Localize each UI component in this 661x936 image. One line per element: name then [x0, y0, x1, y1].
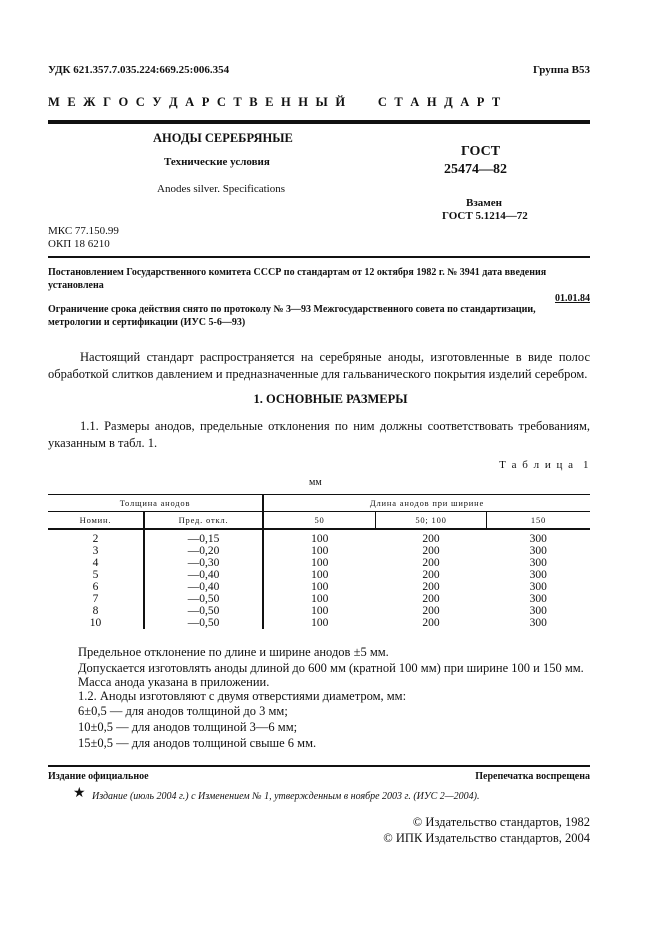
note-line: Предельное отклонение по длине и ширине анодов ±5 мм.: [78, 645, 389, 659]
table-row: [48, 593, 590, 605]
note-line: 1.2. Аноды изготовляют с двумя отверстиями диаметром, мм:: [78, 689, 407, 703]
unit-label: мм: [309, 477, 322, 488]
table-row: [48, 569, 590, 581]
table-cell: 200: [422, 569, 440, 581]
table-row: [48, 529, 590, 545]
udk-code: УДК 621.357.7.035.224:669.25:006.354: [48, 64, 230, 76]
decree-line: установлена: [48, 280, 104, 291]
table-cell: —0,20: [144, 545, 263, 557]
table-row: [48, 581, 590, 593]
clause-1-1: 1.1. Размеры анодов, предельные отклонения по ним должны соответствовать требованиям, указанным в табл. 1.: [48, 419, 590, 450]
note-line: Масса анода указана в приложении.: [78, 675, 270, 689]
table-cell: 100: [311, 533, 329, 545]
table-cell: —0,50: [144, 593, 263, 605]
star-icon: ★: [73, 786, 86, 801]
divider: [48, 256, 590, 258]
replaces-label: Взамен: [466, 197, 502, 209]
divider: [48, 120, 590, 124]
table-cell: —0,15: [144, 529, 263, 545]
table-cell: 300: [529, 545, 547, 557]
table-row: [48, 617, 590, 629]
note-line: 10±0,5 — для анодов толщиной 3—6 мм;: [78, 720, 298, 734]
table-cell: 200: [422, 581, 440, 593]
table-cell: 300: [529, 557, 547, 569]
dimensions-table: [48, 494, 590, 629]
table-cell: 200: [422, 545, 440, 557]
table-cell: 6: [48, 581, 144, 593]
column-header: 50; 100: [376, 512, 487, 530]
reprint-notice: Перепечатка воспрещена: [475, 771, 590, 782]
table-cell: 100: [311, 569, 329, 581]
okp-code: ОКП 18 6210: [48, 238, 110, 250]
table-cell: —0,50: [144, 617, 263, 629]
table-cell: 300: [529, 593, 547, 605]
gost-number: 25474—82: [444, 162, 507, 177]
mks-code: МКС 77.150.99: [48, 225, 119, 237]
table-cell: 100: [311, 605, 329, 617]
table-cell: —0,40: [144, 569, 263, 581]
standard-banner: М Е Ж Г О С У Д А Р С Т В Е Н Н Ы Й С Т А Н Д А Р Т: [48, 95, 502, 109]
table-cell: 100: [311, 617, 329, 629]
table-cell: —0,50: [144, 605, 263, 617]
column-header: 150: [487, 512, 591, 530]
copyright: © Издательство стандартов, 1982: [412, 815, 590, 829]
decree-line: Постановлением Государственного комитета СССР по стандартам от 12 октября 1982 г. № 3941 дата введения: [48, 267, 547, 278]
table-cell: 200: [422, 617, 440, 629]
table-cell: 2: [48, 529, 144, 545]
table-cell: 200: [422, 593, 440, 605]
table-cell: 300: [529, 617, 547, 629]
table-cell: 5: [48, 569, 144, 581]
table-cell: 100: [311, 545, 329, 557]
table-cell: —0,40: [144, 581, 263, 593]
table-cell: 4: [48, 557, 144, 569]
table-cell: 200: [422, 533, 440, 545]
column-header: Пред. откл.: [144, 512, 263, 530]
edition-note: Издание (июль 2004 г.) с Изменением № 1, утвержденным в ноябре 2003 г. (ИУС 2—2004).: [92, 791, 480, 802]
note-line: Допускается изготовлять аноды длиной до 600 мм (кратной 100 мм) при ширине 100 и 150 мм.: [78, 661, 584, 675]
gost-label: ГОСТ: [461, 144, 501, 159]
table-row: [48, 557, 590, 569]
group-header: Длина анодов при ширине: [263, 495, 590, 512]
table-cell: —0,30: [144, 557, 263, 569]
copyright: © ИПК Издательство стандартов, 2004: [383, 831, 590, 845]
table-cell: 7: [48, 593, 144, 605]
section-heading: 1. ОСНОВНЫЕ РАЗМЕРЫ: [253, 392, 408, 406]
note-line: 15±0,5 — для анодов толщиной свыше 6 мм.: [78, 736, 317, 750]
limit-line: метрологии и сертификации (ИУС 5-6—93): [48, 317, 246, 328]
effective-date: 01.01.84: [555, 293, 590, 304]
divider: [48, 765, 590, 767]
column-header: Номин.: [48, 512, 144, 530]
table-cell: 300: [529, 569, 547, 581]
english-title: Anodes silver. Specifications: [157, 183, 286, 195]
table-cell: 100: [311, 557, 329, 569]
table-row: [48, 605, 590, 617]
table-cell: 8: [48, 605, 144, 617]
table-cell: 100: [311, 593, 329, 605]
table-label: Т а б л и ц а 1: [499, 459, 590, 471]
table-cell: 10: [48, 617, 144, 629]
limit-line: Ограничение срока действия снято по протоколу № 3—93 Межгосударственного совета по стандартизации,: [48, 304, 536, 315]
table-cell: 3: [48, 545, 144, 557]
doc-subtitle: Технические условия: [164, 156, 270, 168]
table-cell: 300: [529, 605, 547, 617]
table-cell: 100: [311, 581, 329, 593]
column-header: 50: [263, 512, 376, 530]
table-cell: 200: [422, 605, 440, 617]
official-edition: Издание официальное: [48, 771, 149, 782]
table-cell: 300: [529, 533, 547, 545]
note-line: 6±0,5 — для анодов толщиной до 3 мм;: [78, 704, 288, 718]
group-code: Группа В53: [532, 64, 590, 76]
group-header: Толщина анодов: [48, 495, 263, 512]
table-cell: 300: [529, 581, 547, 593]
table-row: [48, 545, 590, 557]
replaces-gost: ГОСТ 5.1214—72: [442, 210, 528, 222]
intro-paragraph: Настоящий стандарт распространяется на серебряные аноды, изготовленные в виде полос обработкой слитков давлением и предназначенные для гальванического покрытия изделий серебром.: [48, 350, 590, 381]
table-cell: 200: [422, 557, 440, 569]
doc-title: АНОДЫ СЕРЕБРЯНЫЕ: [153, 131, 293, 145]
